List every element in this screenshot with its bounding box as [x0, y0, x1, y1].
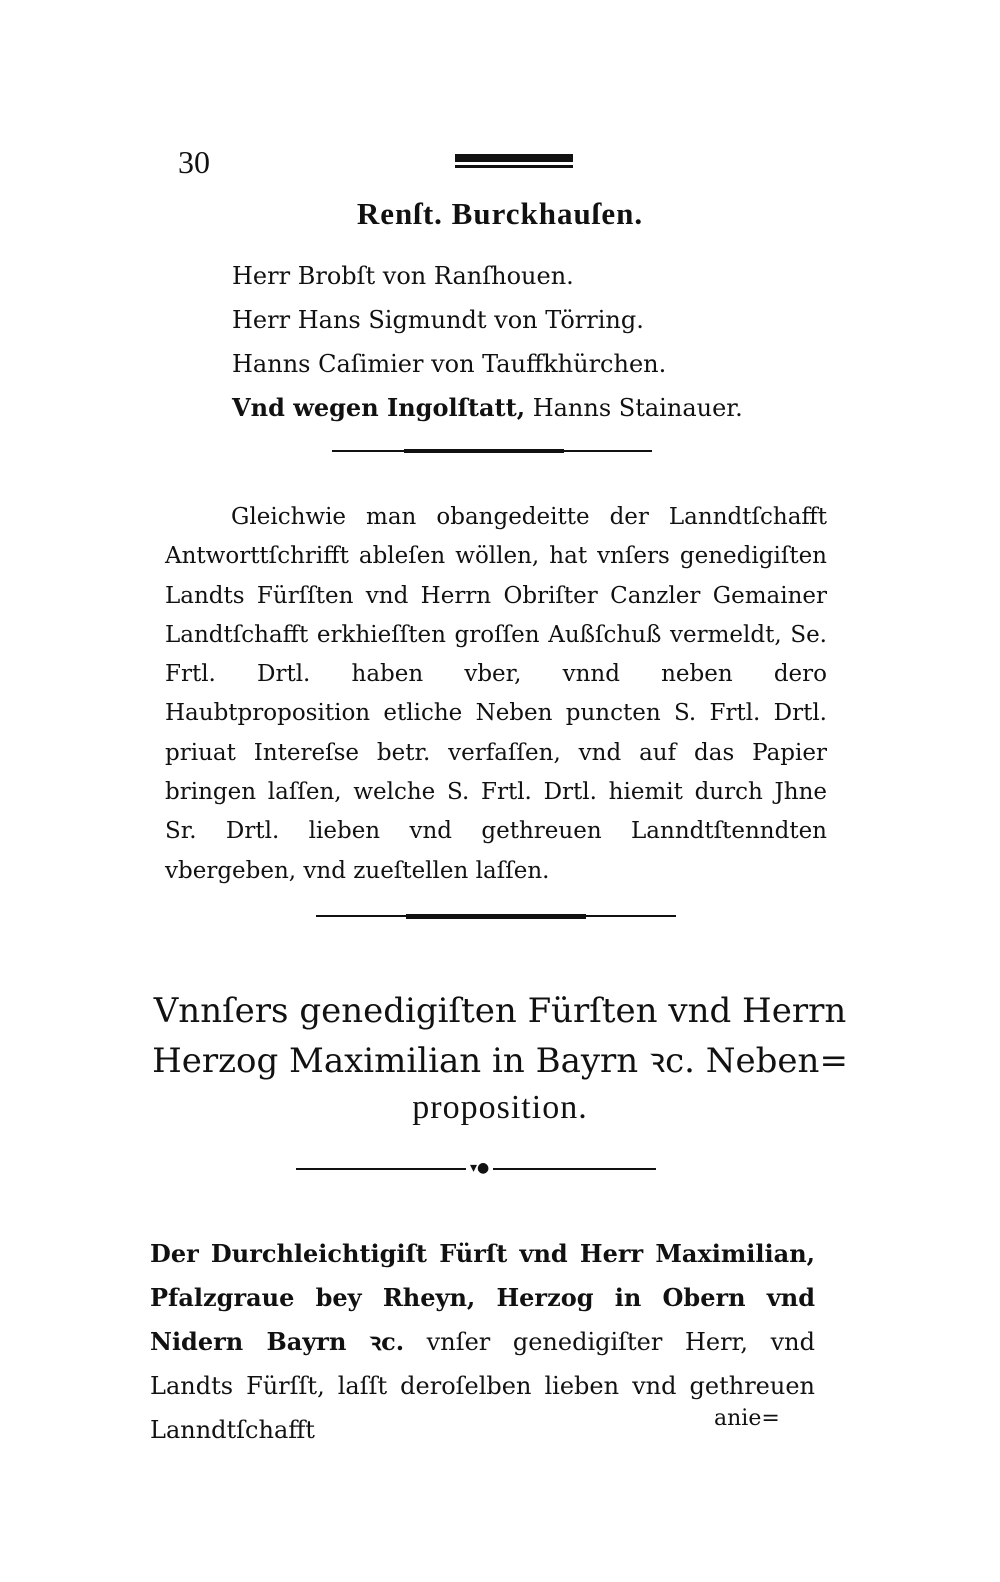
list-item: Hanns Caſimier von Tauffkhürchen.	[232, 350, 667, 378]
divider-rule	[316, 915, 676, 917]
list-item	[232, 386, 872, 430]
heading-line-3: proposition.	[412, 1089, 588, 1126]
list-item-bold-part: Vnd wegen Ingolſtatt,	[232, 393, 526, 422]
list-item: Herr Hans Sigmundt von Törring.	[232, 306, 644, 334]
divider-rule	[332, 450, 652, 452]
divider-rule	[296, 1160, 656, 1176]
proposition-heading	[150, 986, 850, 1132]
page-number: 30	[178, 144, 210, 180]
paragraph-lead: Der Durchleichtigiſt Fürſt vnd Herr Maximilian, Pfalzgraue bey Rheyn, Herzog in Obern vnd Nidern Bayrn ꝛc.	[150, 1239, 815, 1356]
paragraph-text: vnſer genedigiſter Herr, vnd Landts Fürſſt, laſſt deroſelben lieben vnd gethreuen Lanndtſchafft	[150, 1328, 815, 1444]
divider-rule-swell	[406, 914, 586, 919]
header-ornament-bar-thick	[455, 154, 573, 162]
section-title: Renſt. Burckhauſen.	[356, 196, 644, 231]
heading-line-2: Herzog Maximilian in Bayrn ꝛc. Neben=	[152, 1041, 848, 1081]
name-list	[232, 254, 872, 430]
list-item: Herr Brobſt von Ranſhouen.	[232, 262, 574, 290]
list-item-rest: Hanns Stainauer.	[525, 394, 743, 422]
header-ornament	[455, 154, 573, 170]
catchword: anie=	[714, 1406, 780, 1431]
heading-line-1: Vnnſers genedigiſten Fürſten vnd Herrn	[153, 991, 847, 1031]
paragraph-text: Gleichwie man obangedeitte der Lanndtſchafft Antworttſchrifft ableſen wöllen, hat vnſers genedigiſten Landts Fürſſten vnd Herrn Obriſter Canzler Gemainer Landtſchafft erkhieſſten groſſen Außſchuß vermeldt, Se. Frtl. Drtl. haben vber, vnnd neben dero Haubtproposition etliche Neben puncten S. Frtl. Drtl. priuat Intereſse betr. verfaſſen, vnd auf das Papier bringen laſſen, welche S. Frtl. Drtl. hiemit durch Jhne Sr. Drtl. lieben vnd gethreuen Lanndtſtenndten vbergeben, vnd zueſtellen laſſen.	[165, 504, 827, 884]
header-ornament-bar-thin	[455, 165, 573, 168]
divider-rule-swell	[404, 449, 564, 453]
body-paragraph	[165, 498, 827, 891]
page-header	[0, 140, 1000, 190]
divider-ornament-dots: ▾●	[466, 1161, 493, 1175]
